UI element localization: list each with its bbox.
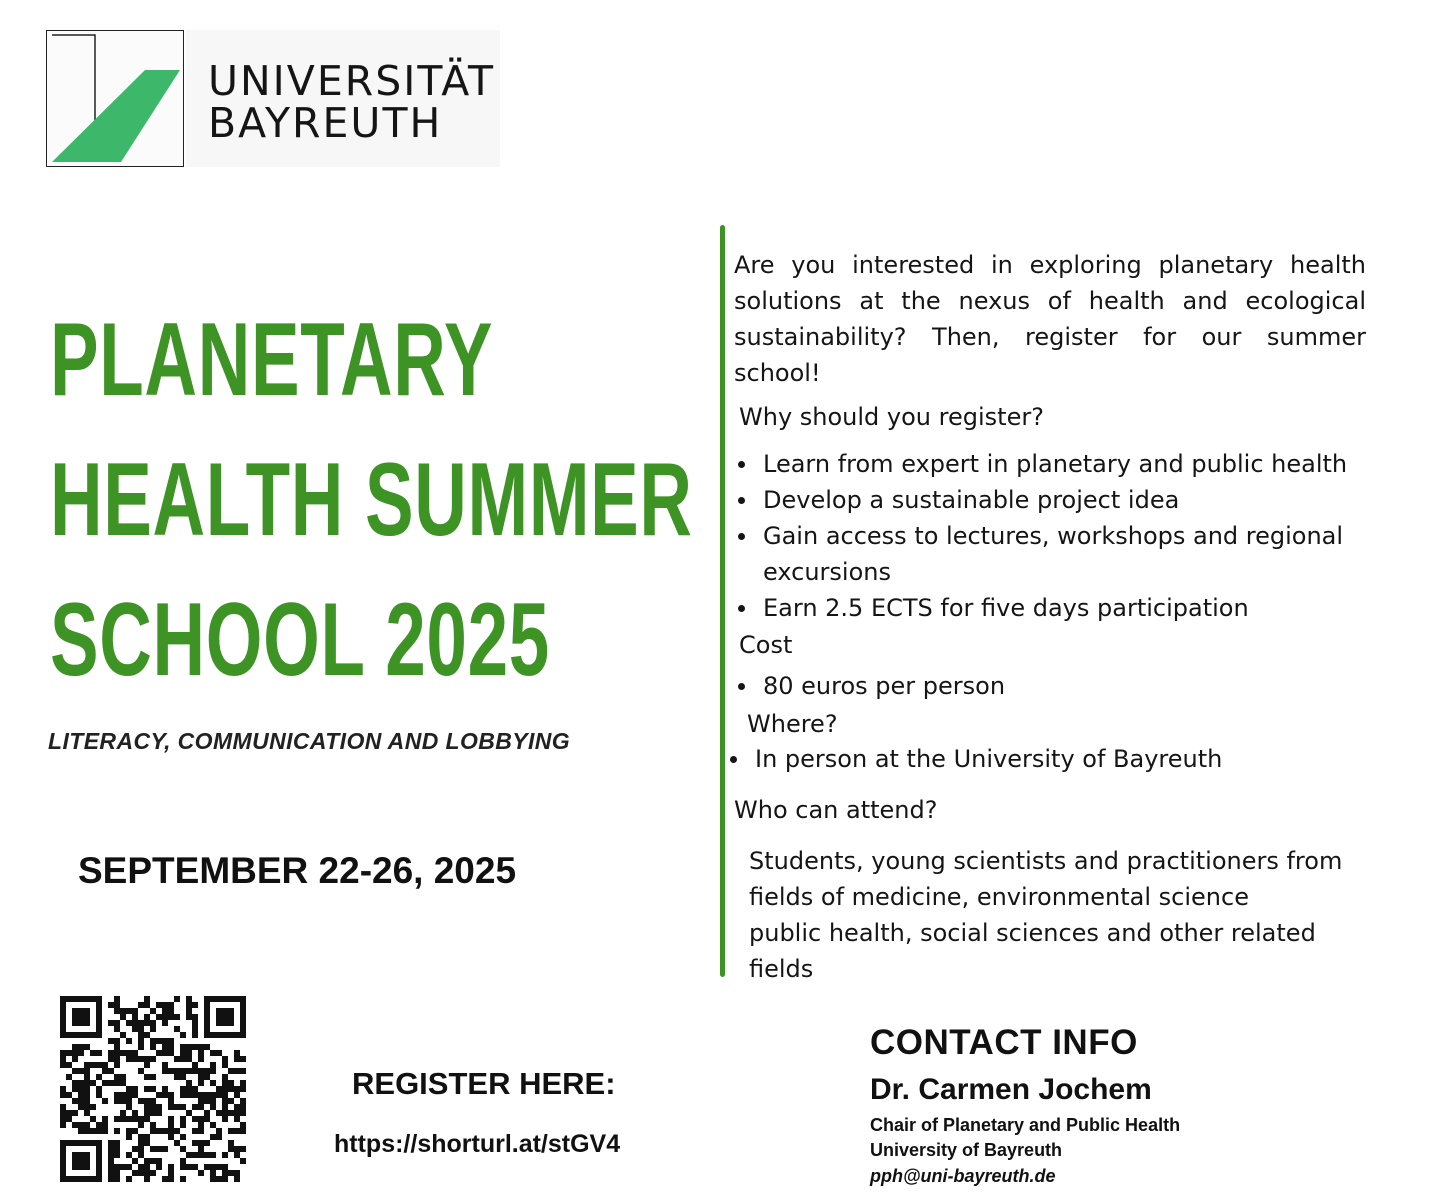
attend-line: fields [749, 955, 814, 983]
title-line-2: HEALTH SUMMER [50, 442, 693, 558]
page-title [50, 290, 693, 710]
title-line-1: PLANETARY [50, 302, 494, 418]
attend-line: fields of medicine, environmental science [749, 883, 1249, 911]
contact-chair: Chair of Planetary and Public Health [870, 1115, 1181, 1135]
university-logo-text [208, 57, 496, 147]
list-item: Earn 2.5 ECTS for five days participation [734, 590, 1394, 626]
cost-list [734, 668, 1394, 704]
contact-university: University of Bayreuth [870, 1140, 1063, 1160]
contact-email[interactable]: pph@uni-bayreuth.de [870, 1166, 1056, 1186]
register-label: REGISTER HERE: [352, 1066, 616, 1101]
attend-line: public health, social sciences and other related [749, 919, 1316, 947]
contact-name: Dr. Carmen Jochem [870, 1073, 1152, 1106]
register-link[interactable]: https://shorturl.at/stGV4 [334, 1130, 621, 1158]
contact-heading: CONTACT INFO [870, 1023, 1138, 1062]
intro-paragraph: Are you interested in exploring planetary health solutions at the nexus of health and ecological sustainability? Then, register for our summer school! [734, 251, 1366, 387]
attend-heading: Who can attend? [734, 796, 938, 824]
logo-icon [47, 31, 182, 165]
list-item: Develop a sustainable project idea [734, 482, 1394, 518]
cost-heading: Cost [739, 631, 793, 659]
subtitle: LITERACY, COMMUNICATION AND LOBBYING [48, 728, 571, 754]
university-logo-mark [46, 30, 184, 167]
list-item: In person at the University of Bayreuth [726, 741, 1386, 777]
registration-qr-code[interactable] [60, 996, 246, 1186]
vertical-divider [720, 225, 725, 977]
list-item: Gain access to lectures, workshops and regional excursions [734, 518, 1381, 590]
where-list [726, 741, 1386, 777]
attend-description [749, 843, 1409, 987]
title-line-3: SCHOOL 2025 [50, 582, 550, 698]
attend-line: Students, young scientists and practitioners from [749, 847, 1343, 875]
logo-line-1: UNIVERSITÄT [208, 57, 496, 105]
where-heading: Where? [747, 710, 838, 738]
why-heading: Why should you register? [739, 403, 1044, 431]
event-dates: SEPTEMBER 22-26, 2025 [78, 850, 517, 891]
why-list [734, 446, 1394, 626]
list-item: Learn from expert in planetary and public health [734, 446, 1394, 482]
qr-code-icon [60, 996, 246, 1182]
logo-line-2: BAYREUTH [208, 99, 443, 147]
list-item: 80 euros per person [734, 668, 1394, 704]
